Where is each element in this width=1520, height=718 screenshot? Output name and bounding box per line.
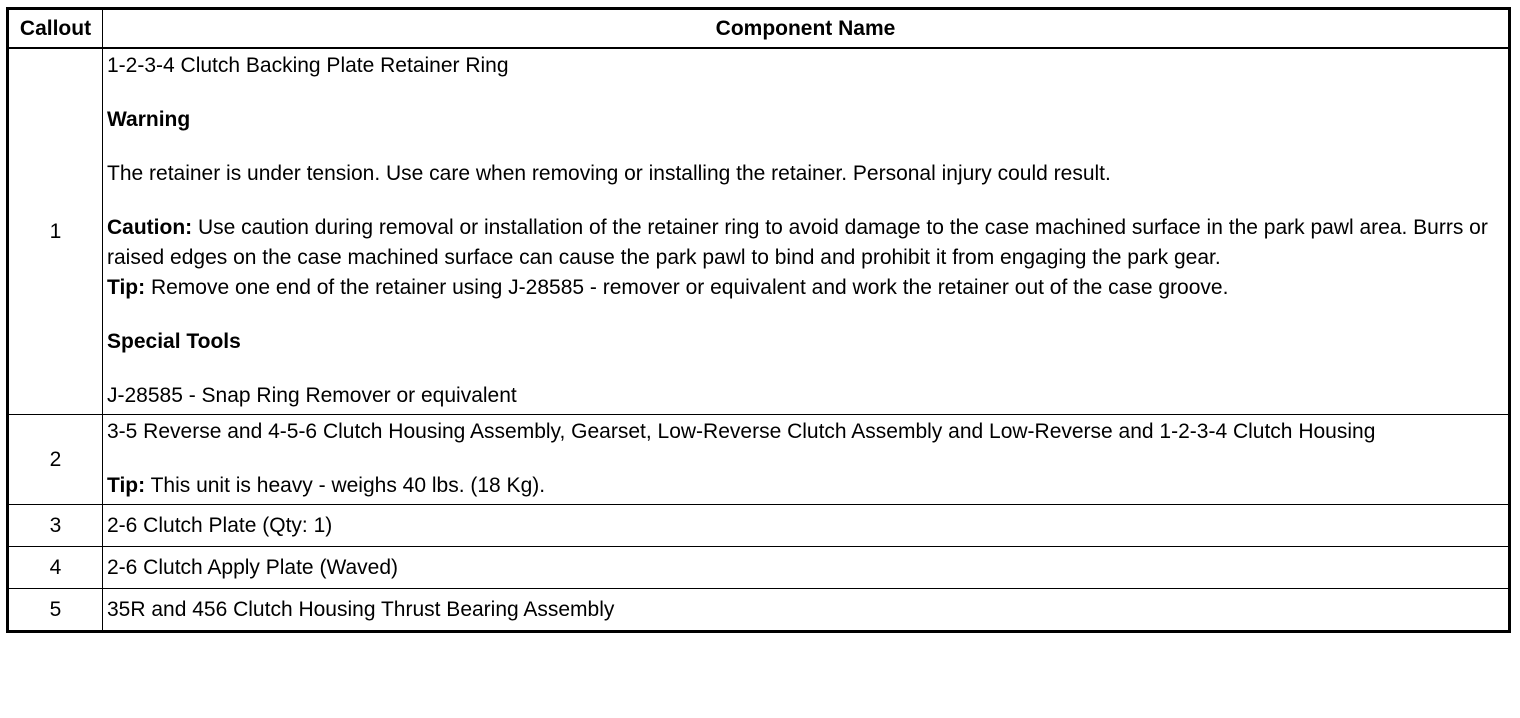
tip-note [107,471,1504,501]
table-row [8,48,1510,415]
component-name-cell [103,48,1510,415]
table-row [8,589,1510,632]
component-name: 1-2-3-4 Clutch Backing Plate Retainer Ring [107,54,509,77]
callout-cell: 4 [8,547,103,589]
caution-note [107,213,1504,273]
callout-cell: 3 [8,505,103,547]
component-name-cell [103,415,1510,505]
warning-text: The retainer is under tension. Use care when removing or installing the retainer. Personal injury could result. [107,162,1111,185]
component-name-cell: 35R and 456 Clutch Housing Thrust Bearing Assembly [103,589,1510,632]
component-name: 3-5 Reverse and 4-5-6 Clutch Housing Assembly, Gearset, Low-Reverse Clutch Assembly and Low-Reverse and 1-2-3-4 Clutch Housing [107,420,1376,443]
special-tools-text: J-28585 - Snap Ring Remover or equivalent [107,384,517,407]
callout-cell: 5 [8,589,103,632]
table-row [8,505,1510,547]
callout-column-header: Callout [8,9,103,49]
component-name-column-header: Component Name [103,9,1510,49]
component-name-cell: 2-6 Clutch Apply Plate (Waved) [103,547,1510,589]
components-table [6,7,1511,633]
table-header-row [8,9,1510,49]
table-row [8,415,1510,505]
warning-heading: Warning [107,108,191,131]
caution-label: Caution: [107,216,193,239]
tip-text: This unit is heavy - weighs 40 lbs. (18 Kg). [145,474,546,497]
components-table-container [6,7,1511,633]
caution-text: Use caution during removal or installation of the retainer ring to avoid damage to the case machined surface in the park pawl area. Burrs or raised edges on the case machined surface can cause the park pawl to bind and prohibit it from engaging the park gear. [107,216,1488,269]
special-tools-heading: Special Tools [107,330,241,353]
table-row [8,547,1510,589]
tip-label: Tip: [107,474,146,497]
tip-label: Tip: [107,276,146,299]
component-name-cell: 2-6 Clutch Plate (Qty: 1) [103,505,1510,547]
tip-text: Remove one end of the retainer using J-28585 - remover or equivalent and work the retainer out of the case groove. [145,276,1229,299]
callout-cell: 1 [8,48,103,415]
callout-cell: 2 [8,415,103,505]
tip-note [107,273,1504,303]
